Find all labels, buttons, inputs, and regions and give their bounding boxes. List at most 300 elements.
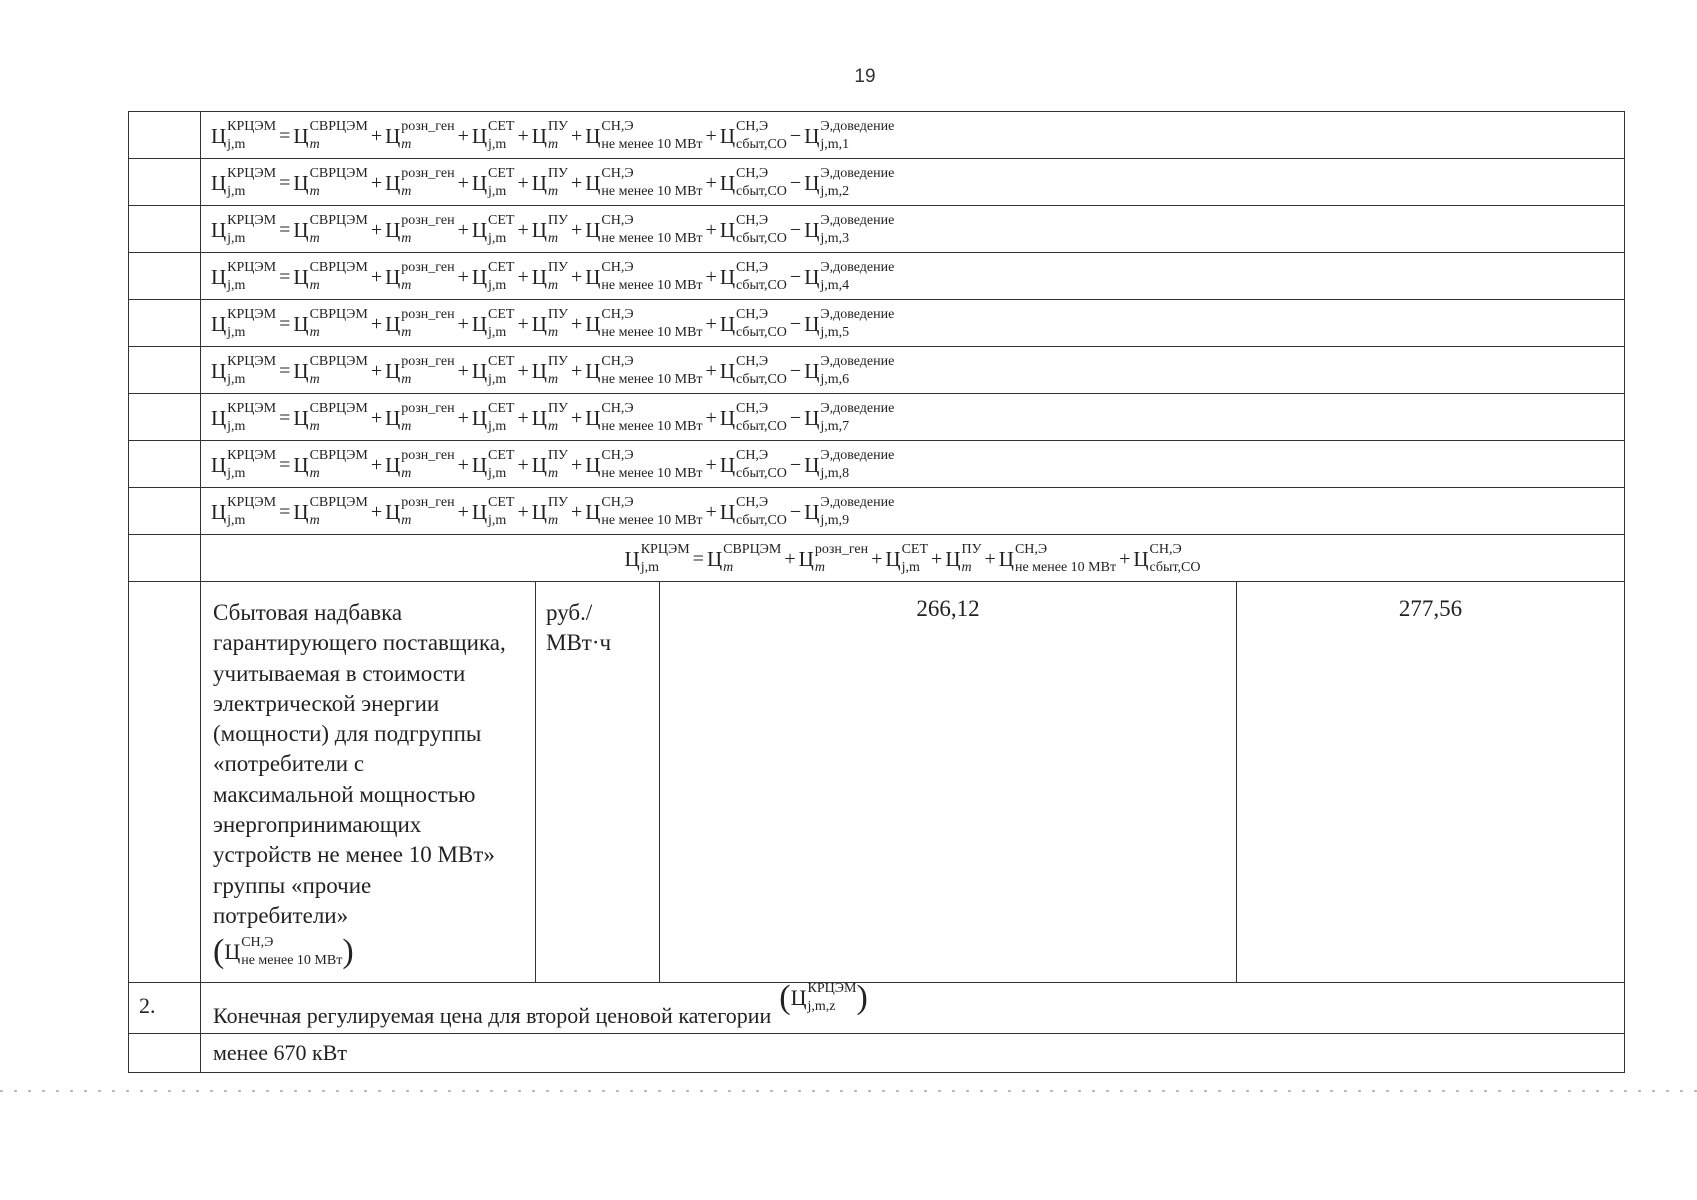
term-indices xyxy=(1149,542,1201,575)
operator: + xyxy=(517,501,529,523)
formula-term xyxy=(531,448,568,481)
term-subscript: j,m,8 xyxy=(820,466,850,481)
term-superscript: КРЦЭМ xyxy=(227,354,277,369)
term-superscript: СЕТ xyxy=(488,401,515,416)
description-cell xyxy=(201,582,536,983)
formula-term xyxy=(385,354,455,387)
term-superscript: СН,Э xyxy=(735,448,769,463)
price-symbol: Ц xyxy=(706,546,723,571)
scan-artifact-line xyxy=(0,1090,1697,1092)
formula-term xyxy=(719,448,787,481)
operator: + xyxy=(370,501,383,523)
formula-term xyxy=(585,495,703,528)
price-symbol: Ц xyxy=(471,452,488,477)
term-indices xyxy=(820,401,895,434)
formula-row-8 xyxy=(129,441,1625,488)
term-superscript: СН,Э xyxy=(601,260,634,275)
formula-term xyxy=(211,354,277,387)
price-formula xyxy=(201,112,1624,156)
price-symbol: Ц xyxy=(293,264,309,289)
operator: + xyxy=(570,125,583,147)
price-symbol: Ц xyxy=(224,939,241,965)
term-superscript: розн_ген xyxy=(401,213,455,228)
term-subscript: j,m xyxy=(227,278,246,293)
term-indices xyxy=(227,307,277,340)
tariff-table xyxy=(128,111,1625,1073)
formula-rows-body xyxy=(129,112,1625,535)
formula-term xyxy=(585,119,703,152)
formula-term xyxy=(471,166,515,199)
term-superscript: розн_ген xyxy=(401,448,455,463)
operator: + xyxy=(570,266,583,288)
term-superscript: СЕТ xyxy=(488,213,515,228)
term-indices xyxy=(309,495,368,528)
term-indices xyxy=(601,495,703,528)
term-indices xyxy=(735,448,787,481)
operator: + xyxy=(517,454,529,476)
term-subscript: сбыт,СО xyxy=(735,466,787,481)
term-indices xyxy=(547,166,568,199)
term-subscript: m xyxy=(814,560,825,575)
term-indices xyxy=(401,307,455,340)
term-superscript: СН,Э xyxy=(601,401,634,416)
term-indices xyxy=(401,354,455,387)
price-symbol: Ц xyxy=(804,452,820,477)
operator: + xyxy=(784,548,796,570)
price-symbol: Ц xyxy=(531,452,547,477)
term-superscript: розн_ген xyxy=(401,119,455,134)
term-subscript: не менее 10 МВт xyxy=(601,137,703,152)
term-subscript: j,m xyxy=(227,137,246,152)
number-cell xyxy=(129,488,201,535)
term-subscript: j,m xyxy=(488,372,507,387)
operator: + xyxy=(457,454,469,476)
price-formula xyxy=(201,206,1624,250)
term-superscript: розн_ген xyxy=(814,542,869,557)
section-number: 2. xyxy=(139,993,156,1018)
term-superscript: СН,Э xyxy=(735,354,769,369)
term-subscript: j,m xyxy=(227,419,246,434)
term-subscript: j,m xyxy=(488,325,507,340)
term-superscript: Э,доведение xyxy=(820,166,895,181)
price-symbol: Ц xyxy=(585,358,601,383)
term-subscript: сбыт,СО xyxy=(735,325,787,340)
term-subscript: j,m xyxy=(488,137,507,152)
term-indices xyxy=(723,542,782,575)
formula-term xyxy=(211,448,277,481)
term-subscript: не менее 10 МВт xyxy=(601,184,703,199)
number-cell xyxy=(129,206,201,253)
operator: = xyxy=(279,266,291,288)
formula-term xyxy=(531,307,568,340)
price-symbol: Ц xyxy=(531,264,547,289)
formula-term xyxy=(798,542,869,575)
number-cell xyxy=(129,441,201,488)
term-superscript: Э,доведение xyxy=(820,495,895,510)
term-superscript: розн_ген xyxy=(401,260,455,275)
term-subscript: не менее 10 МВт xyxy=(601,325,703,340)
operator: + xyxy=(370,313,383,335)
term-subscript: m xyxy=(401,184,412,199)
term-superscript: ПУ xyxy=(547,119,568,134)
term-indices xyxy=(227,119,277,152)
term-subscript: сбыт,СО xyxy=(735,513,787,528)
formula-term xyxy=(804,495,895,528)
term-superscript: СН,Э xyxy=(601,119,634,134)
term-indices xyxy=(961,542,982,575)
price-symbol: Ц xyxy=(719,311,735,336)
price-symbol: Ц xyxy=(804,170,820,195)
price-symbol: Ц xyxy=(385,499,401,524)
number-cell xyxy=(129,582,201,983)
operator: = xyxy=(279,313,291,335)
value-2: 277,56 xyxy=(1398,596,1463,621)
term-subscript: m xyxy=(401,278,412,293)
term-indices xyxy=(735,260,787,293)
term-superscript: СВРЦЭМ xyxy=(309,213,368,228)
formula-term xyxy=(211,119,277,152)
term-superscript: Э,доведение xyxy=(820,119,895,134)
term-indices xyxy=(309,307,368,340)
operator: + xyxy=(705,125,717,147)
term-superscript: СЕТ xyxy=(488,119,515,134)
description-line: гарантирующего поставщика, xyxy=(213,630,506,656)
operator: + xyxy=(457,313,469,335)
formula-term xyxy=(385,401,455,434)
price-symbol: Ц xyxy=(719,358,735,383)
formula-term xyxy=(719,495,787,528)
unit-line-2: МВт·ч xyxy=(546,630,612,655)
term-indices xyxy=(488,166,515,199)
operator: = xyxy=(279,501,291,523)
term-indices xyxy=(401,166,455,199)
price-symbol: Ц xyxy=(211,499,227,524)
price-symbol: Ц xyxy=(293,499,309,524)
formula-term xyxy=(211,213,277,246)
number-cell xyxy=(129,112,201,159)
symbol-superscript: СН,Э xyxy=(241,935,274,951)
term-superscript: ПУ xyxy=(547,354,568,369)
price-symbol: Ц xyxy=(531,123,547,148)
term-superscript: СВРЦЭМ xyxy=(309,307,368,322)
term-indices xyxy=(547,260,568,293)
description-line: «потребители с xyxy=(213,751,365,777)
formula-term xyxy=(471,260,515,293)
term-indices xyxy=(901,542,929,575)
operator: − xyxy=(789,360,802,382)
term-indices xyxy=(601,401,703,434)
term-subscript: m xyxy=(547,325,559,340)
formula-term xyxy=(531,495,568,528)
term-subscript: сбыт,СО xyxy=(1149,560,1201,575)
formula-term xyxy=(585,307,703,340)
operator: + xyxy=(457,360,469,382)
term-indices xyxy=(401,401,455,434)
price-symbol: Ц xyxy=(719,405,735,430)
operator: = xyxy=(279,407,291,429)
term-subscript: не менее 10 МВт xyxy=(601,419,703,434)
price-formula xyxy=(201,300,1624,344)
term-superscript: СН,Э xyxy=(735,119,769,134)
price-symbol: Ц xyxy=(385,123,401,148)
operator: − xyxy=(789,313,802,335)
price-symbol: Ц xyxy=(385,217,401,242)
term-superscript: КРЦЭМ xyxy=(227,166,277,181)
term-superscript: СН,Э xyxy=(735,495,769,510)
formula-term xyxy=(585,401,703,434)
operator: + xyxy=(517,266,529,288)
formula-term xyxy=(211,307,277,340)
term-superscript: ПУ xyxy=(547,495,568,510)
formula-term xyxy=(1133,542,1201,575)
term-indices xyxy=(735,401,787,434)
price-symbol: Ц xyxy=(585,311,601,336)
section-title-text: Конечная регулируемая цена для второй ценовой категории xyxy=(213,1003,772,1028)
operator: + xyxy=(517,172,529,194)
term-subscript: сбыт,СО xyxy=(735,184,787,199)
price-symbol: Ц xyxy=(798,546,814,571)
operator: + xyxy=(370,219,383,241)
formula-term xyxy=(293,354,368,387)
term-subscript: j,m xyxy=(488,513,507,528)
price-formula xyxy=(201,159,1624,203)
operator: + xyxy=(705,360,717,382)
term-indices xyxy=(401,448,455,481)
term-indices xyxy=(640,542,690,575)
term-subscript: m xyxy=(309,325,320,340)
term-subscript: m xyxy=(401,137,412,152)
description-lines xyxy=(213,598,535,931)
description-line: учитываемая в стоимости xyxy=(213,660,466,686)
price-symbol: Ц xyxy=(211,123,227,148)
section-title xyxy=(201,979,1624,1033)
operator: + xyxy=(570,501,583,523)
term-subscript: m xyxy=(401,231,412,246)
price-symbol: Ц xyxy=(211,170,227,195)
term-superscript: Э,доведение xyxy=(820,448,895,463)
price-symbol: Ц xyxy=(293,452,309,477)
formula-term xyxy=(719,307,787,340)
unit-line-1: руб./ xyxy=(546,600,593,625)
symbol-subscript: j,m,z xyxy=(807,999,836,1014)
value-cell-2 xyxy=(1237,582,1625,983)
price-symbol: Ц xyxy=(531,217,547,242)
term-superscript: СН,Э xyxy=(735,307,769,322)
term-subscript: m xyxy=(401,372,412,387)
price-symbol: Ц xyxy=(719,123,735,148)
term-indices xyxy=(735,119,787,152)
description-line: (мощности) для подгруппы xyxy=(213,721,482,747)
operator: − xyxy=(789,454,802,476)
formula-term xyxy=(531,354,568,387)
operator: = xyxy=(279,172,291,194)
price-formula xyxy=(201,441,1624,485)
formula-term xyxy=(585,213,703,246)
formula-term xyxy=(385,213,455,246)
formula-row-1 xyxy=(129,112,1625,159)
term-indices xyxy=(820,495,895,528)
price-symbol: Ц xyxy=(719,452,735,477)
term-indices xyxy=(547,354,568,387)
term-superscript: ПУ xyxy=(547,448,568,463)
operator: + xyxy=(517,360,529,382)
formula-term xyxy=(385,448,455,481)
term-indices xyxy=(820,354,895,387)
term-superscript: СЕТ xyxy=(488,260,515,275)
formula-term xyxy=(945,542,982,575)
price-symbol: Ц xyxy=(531,405,547,430)
term-indices xyxy=(488,213,515,246)
operator: + xyxy=(705,501,717,523)
term-subscript: m xyxy=(309,137,320,152)
term-superscript: СВРЦЭМ xyxy=(309,354,368,369)
formula-term xyxy=(804,307,895,340)
price-symbol: Ц xyxy=(804,217,820,242)
price-symbol: Ц xyxy=(385,405,401,430)
term-indices xyxy=(547,213,568,246)
price-symbol: Ц xyxy=(585,405,601,430)
term-indices xyxy=(227,166,277,199)
term-indices xyxy=(601,354,703,387)
price-symbol: Ц xyxy=(211,358,227,383)
price-symbol: Ц xyxy=(804,358,820,383)
formula-term xyxy=(471,213,515,246)
term-subscript: j,m xyxy=(227,184,246,199)
term-indices xyxy=(309,119,368,152)
term-superscript: розн_ген xyxy=(401,401,455,416)
price-symbol: Ц xyxy=(719,264,735,289)
term-indices xyxy=(401,495,455,528)
term-superscript: СВРЦЭМ xyxy=(309,166,368,181)
description-line: электрической энергии xyxy=(213,690,440,716)
term-subscript: j,m xyxy=(488,278,507,293)
section-title-cell xyxy=(201,979,1625,1034)
formula-term xyxy=(471,307,515,340)
price-symbol: Ц xyxy=(585,170,601,195)
section-2-row xyxy=(129,983,1625,1034)
total-formula xyxy=(201,535,1624,579)
formula-term xyxy=(211,166,277,199)
formula-term xyxy=(211,260,277,293)
price-symbol: Ц xyxy=(211,452,227,477)
formula-row-5 xyxy=(129,300,1625,347)
term-indices xyxy=(601,213,703,246)
term-superscript: ПУ xyxy=(547,401,568,416)
term-subscript: m xyxy=(547,419,559,434)
unit-cell xyxy=(536,582,660,983)
term-indices xyxy=(227,401,277,434)
term-subscript: не менее 10 МВт xyxy=(601,278,703,293)
description-line: энергопринимающих xyxy=(213,812,422,838)
term-subscript: j,m,5 xyxy=(820,325,850,340)
term-subscript: j,m xyxy=(901,560,920,575)
term-subscript: j,m,7 xyxy=(820,419,850,434)
term-indices xyxy=(1014,542,1117,575)
term-indices xyxy=(401,119,455,152)
formula-term xyxy=(624,542,690,575)
term-subscript: j,m,3 xyxy=(820,231,850,246)
term-indices xyxy=(227,213,277,246)
formula-row-9 xyxy=(129,488,1625,535)
term-indices xyxy=(488,401,515,434)
number-cell xyxy=(129,300,201,347)
price-symbol: Ц xyxy=(1133,546,1149,571)
formula-row-3 xyxy=(129,206,1625,253)
operator: + xyxy=(370,454,383,476)
operator: = xyxy=(279,454,291,476)
term-subscript: сбыт,СО xyxy=(735,137,787,152)
term-indices xyxy=(547,401,568,434)
term-superscript: СН,Э xyxy=(735,401,769,416)
formula-term xyxy=(471,448,515,481)
page-number: 19 xyxy=(854,66,876,87)
operator: − xyxy=(789,172,802,194)
term-indices xyxy=(227,448,277,481)
formula-term xyxy=(211,401,277,434)
term-superscript: СВРЦЭМ xyxy=(309,495,368,510)
operator: + xyxy=(370,360,383,382)
term-superscript: СН,Э xyxy=(735,166,769,181)
term-indices xyxy=(820,213,895,246)
operator: + xyxy=(517,219,529,241)
term-superscript: КРЦЭМ xyxy=(227,260,277,275)
term-superscript: Э,доведение xyxy=(820,354,895,369)
formula-cell xyxy=(201,488,1625,535)
operator: + xyxy=(705,454,717,476)
formula-term xyxy=(293,401,368,434)
formula-term xyxy=(585,354,703,387)
term-superscript: СН,Э xyxy=(601,448,634,463)
operator: + xyxy=(457,219,469,241)
term-indices xyxy=(547,495,568,528)
formula-term xyxy=(585,166,703,199)
price-symbol: Ц xyxy=(790,985,807,1010)
term-indices xyxy=(814,542,869,575)
operator: − xyxy=(789,407,802,429)
formula-term xyxy=(471,401,515,434)
formula-cell xyxy=(201,347,1625,394)
term-subscript: j,m xyxy=(227,513,246,528)
formula-term xyxy=(531,213,568,246)
formula-term xyxy=(531,119,568,152)
operator: + xyxy=(931,548,943,570)
formula-term xyxy=(719,213,787,246)
operator: = xyxy=(692,548,704,570)
value-cell-1 xyxy=(660,582,1237,983)
term-superscript: розн_ген xyxy=(401,307,455,322)
operator: + xyxy=(705,313,717,335)
price-symbol: Ц xyxy=(585,217,601,242)
formula-term xyxy=(385,119,455,152)
term-superscript: СЕТ xyxy=(901,542,929,557)
term-subscript: не менее 10 МВт xyxy=(1014,560,1117,575)
formula-term xyxy=(385,260,455,293)
number-cell xyxy=(129,159,201,206)
term-indices xyxy=(547,119,568,152)
price-symbol: Ц xyxy=(585,123,601,148)
term-subscript: j,m xyxy=(227,231,246,246)
term-superscript: СН,Э xyxy=(1014,542,1048,557)
term-subscript: j,m,9 xyxy=(820,513,850,528)
term-superscript: Э,доведение xyxy=(820,307,895,322)
symbol-subscript: не менее 10 МВт xyxy=(241,953,343,969)
term-indices xyxy=(309,166,368,199)
formula-term xyxy=(804,354,895,387)
term-superscript: розн_ген xyxy=(401,166,455,181)
operator: + xyxy=(570,360,583,382)
term-subscript: m xyxy=(961,560,972,575)
price-symbol: Ц xyxy=(804,123,820,148)
